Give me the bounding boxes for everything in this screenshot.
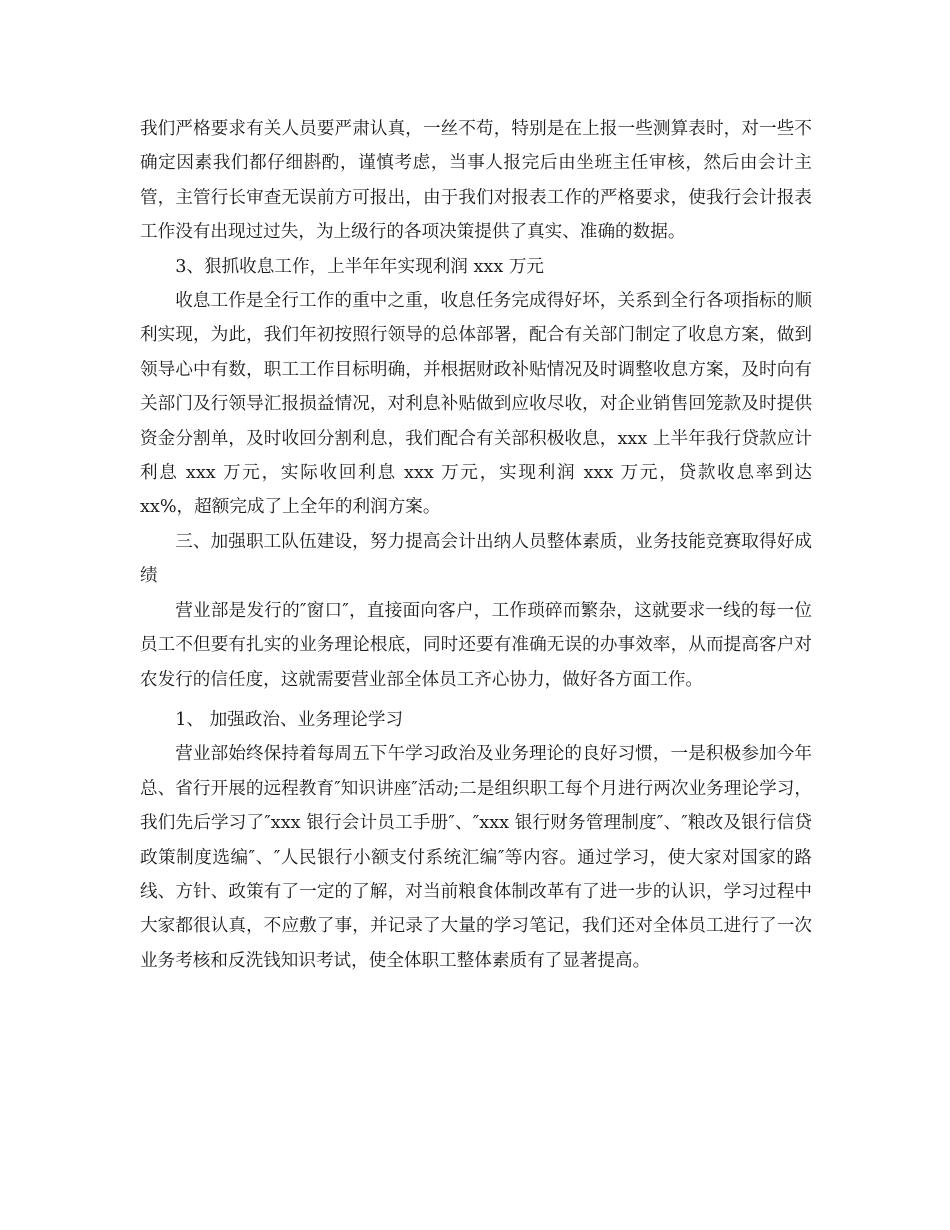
paragraph-report-review: 我们严格要求有关人员要严肃认真，一丝不苟，特别是在上报一些测算表时，对一些不确定因素我们都仔细斟酌，谨慎考虑，当事人报完后由坐班主任审核，然后由会计主管，主管行长审查无误前方可报出，由于我们对报表工作的严格要求，使我行会计报表工作没有出现过过失，为上级行的各项决策提供了真实、准确的数据。: [140, 119, 812, 243]
heading-interest-collection: 3、狠抓收息工作，上半年年实现利润 xxx 万元: [175, 256, 545, 277]
document-page: [140, 112, 812, 978]
heading-theory-study: 1、 加强政治、业务理论学习: [175, 709, 404, 730]
paragraph-theory-study: 营业部始终保持着每周五下午学习政治及业务理论的良好习惯，一是积极参加今年总、省行开展的远程教育″知识讲座″活动;二是组织职工每个月进行两次业务理论学习，我们先后学习了″xxx 银行会计员工手册″、″xxx 银行财务管理制度″、″粮改及银行信贷政策制度选编″、″人民银行小额支付系统汇编″等内容。通过学习，使大家对国家的路线、方针、政策有了一定的了解，对当前粮食体制改革有了进一步的认识，学习过程中大家都很认真，不应敷了事，并记录了大量的学习笔记，我们还对全体员工进行了一次业务考核和反洗钱知识考试，使全体职工整体素质有了显著提高。: [140, 744, 812, 971]
paragraph-business-department: 营业部是发行的″窗口″，直接面向客户，工作琐碎而繁杂，这就要求一线的每一位员工不但要有扎实的业务理论根底，同时还要有准确无误的办事效率，从而提高客户对农发行的信任度，这就需要营业部全体员工齐心协力，做好各方面工作。: [140, 600, 812, 690]
paragraph-interest-collection: 收息工作是全行工作的重中之重，收息任务完成得好坏，关系到全行各项指标的顺利实现，为此，我们年初按照行领导的总体部署，配合有关部门制定了收息方案，做到领导心中有数，职工工作目标明确，并根据财政补贴情况及时调整收息方案，及时向有关部门及行领导汇报损益情况，对利息补贴做到应收尽收，对企业销售回笼款及时提供资金分割单，及时收回分割利息，我们配合有关部积极收息，xxx 上半年我行贷款应计利息 xxx 万元，实际收回利息 xxx 万元，实现利润 xxx 万元，贷款收息率到达 xx%，超额完成了上全年的利润方案。: [140, 291, 812, 518]
heading-staff-building: 三、加强职工队伍建设，努力提高会计出纳人员整体素质，业务技能竞赛取得好成绩: [140, 531, 812, 587]
